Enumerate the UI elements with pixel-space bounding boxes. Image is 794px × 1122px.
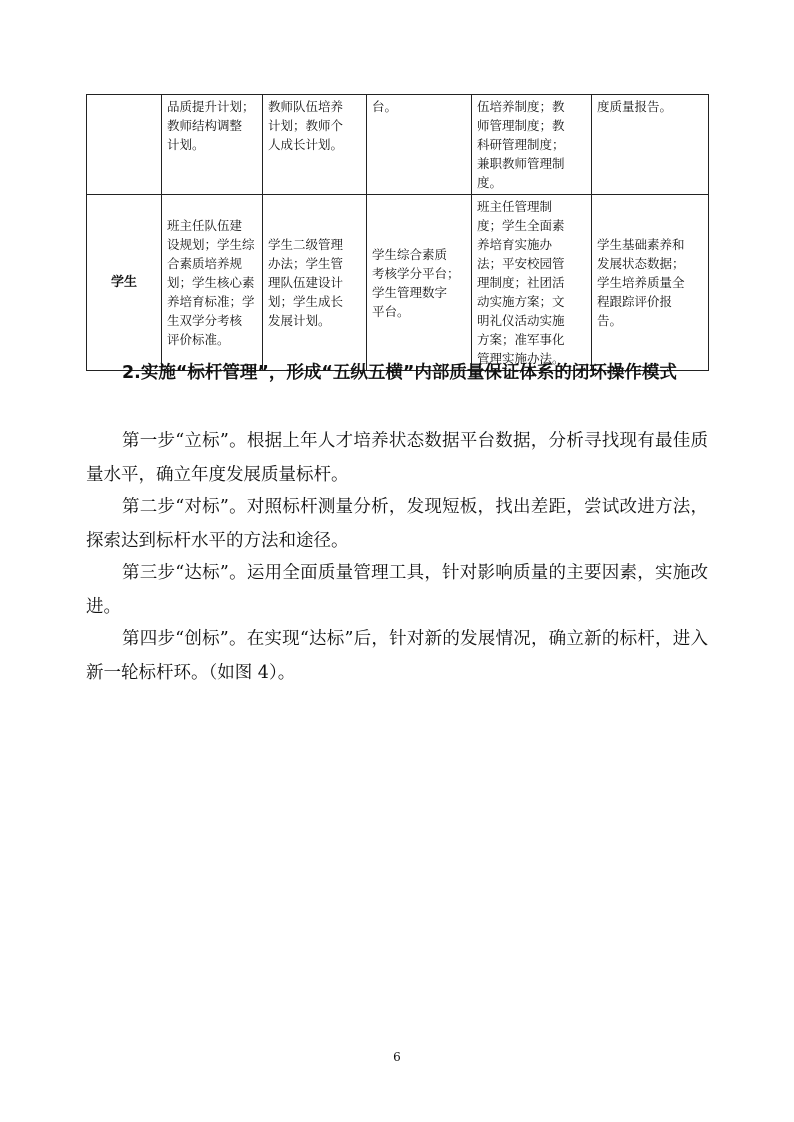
cell-text: 度质量报告。 [597, 99, 673, 114]
row-label [87, 95, 162, 195]
paragraph: 第三步“达标”。运用全面质量管理工具，针对影响质量的主要因素，实施改进。 [86, 563, 708, 617]
table-row [87, 95, 709, 195]
row-label: 学生 [87, 195, 162, 371]
cell-text: 学生综合素质 考核学分平台； 学生管理数字 平台。 [372, 246, 460, 319]
quality-table [86, 94, 709, 371]
cell-text: 伍培养制度；教 师管理制度；教 科研管理制度； 兼职教师管理制 度。 [477, 99, 565, 190]
paragraph: 第四步“创标”。在实现“达标”后，针对新的发展情况，确立新的标杆，进入新一轮标杆环。（如图 4）。 [86, 629, 708, 683]
cell-text: 台。 [372, 99, 398, 114]
cell-text: 教师队伍培养 计划；教师个 人成长计划。 [268, 99, 344, 152]
page-number: 6 [393, 1050, 401, 1064]
cell-text: 学生基础素养和 发展状态数据； 学生培养质量全 程跟踪评价报 告。 [597, 237, 685, 328]
table-cell [263, 195, 367, 371]
table-row [87, 195, 709, 371]
paragraph: 第二步“对标”。对照标杆测量分析，发现短板，找出差距，尝试改进方法，探索达到标杆水平的方法和途径。 [86, 497, 708, 551]
table-cell [162, 195, 263, 371]
table-cell [472, 95, 592, 195]
cell-text: 学生二级管理 办法；学生管 理队伍建设计 划；学生成长 发展计划。 [268, 237, 344, 328]
table-cell [162, 95, 263, 195]
cell-text: 班主任队伍建 设规划；学生综 合素质培养规 划；学生核心素 养培育标准；学 生双学分考核 评价标准。 [167, 218, 255, 347]
table-cell [472, 195, 592, 371]
section-heading: 2.实施“标杆管理”，形成“五纵五横”内部质量保证体系的闭环操作模式 [122, 363, 677, 383]
paragraph: 第一步“立标”。根据上年人才培养状态数据平台数据，分析寻找现有最佳质量水平，确立年度发展质量标杆。 [86, 431, 708, 485]
table-cell [592, 95, 709, 195]
table-cell [367, 95, 472, 195]
cell-text: 品质提升计划； 教师结构调整 计划。 [167, 99, 255, 152]
table-cell [367, 195, 472, 371]
table-cell [263, 95, 367, 195]
table-cell [592, 195, 709, 371]
cell-text: 班主任管理制 度；学生全面素 养培育实施办 法；平安校园管 理制度；社团活 动实施方案；文 明礼仪活动实施 方案；准军事化 管理实施办法。 [477, 199, 565, 366]
